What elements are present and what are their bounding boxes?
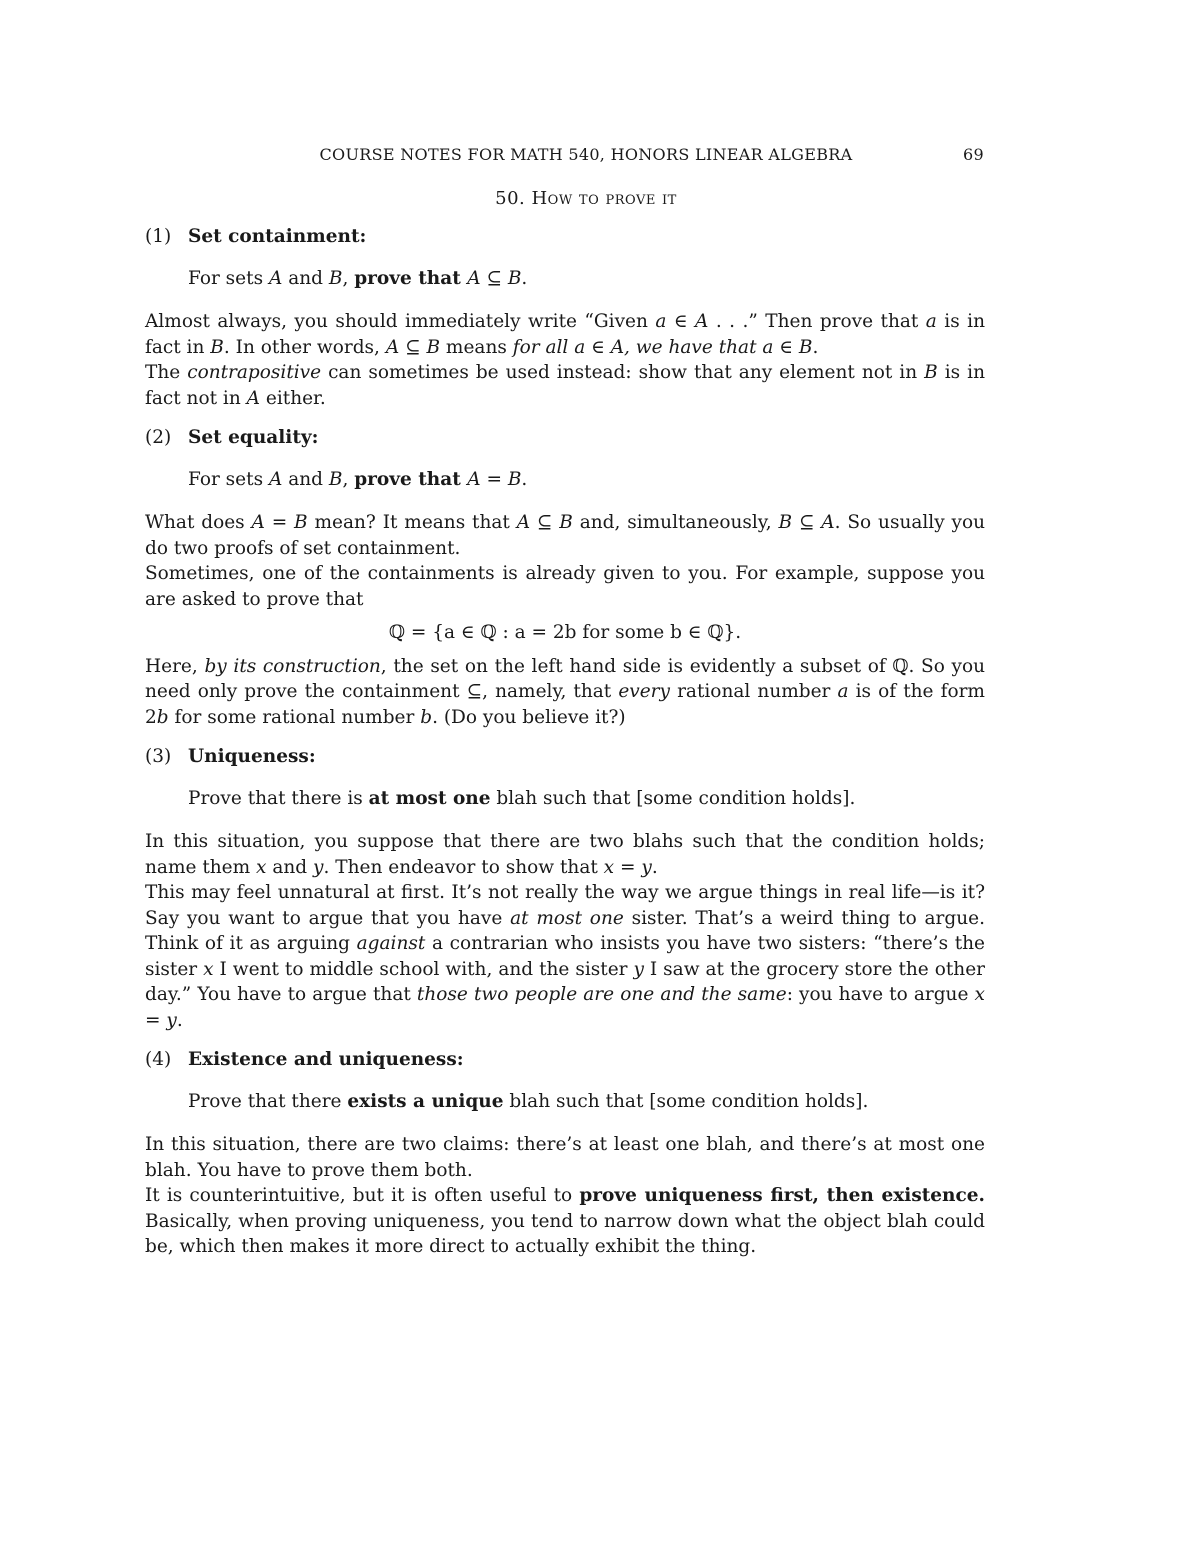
math: A xyxy=(268,468,283,490)
text: I saw at the grocery store the other day.” You have to argue that xyxy=(145,958,985,1005)
text: The xyxy=(145,362,188,383)
text: Almost always, you should immediately write “Given xyxy=(145,311,656,332)
text: blah such that [some condition holds]. xyxy=(503,1090,869,1112)
bold-text: exists a unique xyxy=(347,1090,504,1112)
text: mean? It means that xyxy=(307,512,517,533)
math: A xyxy=(246,387,261,409)
item-title: Set equality: xyxy=(188,427,319,448)
item-set-equality xyxy=(145,425,985,730)
item-uniqueness xyxy=(145,744,985,1033)
text: Basically, when proving uniqueness, you tend to narrow down what the object blah could be, which then makes it more direct to actually exhibit the thing. xyxy=(145,1210,985,1257)
math: a xyxy=(925,311,937,332)
text: What does xyxy=(145,512,252,533)
text: Prove that there xyxy=(188,1090,348,1112)
paragraph xyxy=(145,1183,985,1260)
item-statement xyxy=(188,786,985,812)
text: means xyxy=(440,336,513,358)
item-title: Set containment: xyxy=(188,226,367,247)
math: y xyxy=(313,856,324,878)
paragraph xyxy=(145,654,985,731)
running-header xyxy=(188,145,984,169)
emphasis: for all a ∈ A, we have that a ∈ B xyxy=(512,336,813,358)
text: . xyxy=(651,856,658,878)
header-title: COURSE NOTES FOR MATH 540, HONORS LINEAR ALGEBRA xyxy=(319,145,853,164)
math: x = y xyxy=(603,856,652,878)
math: b xyxy=(420,706,433,728)
emphasis: against xyxy=(356,933,426,954)
item-number: (3) xyxy=(145,746,172,767)
text: sister. That’s a weird thing to argue. Think of it as arguing xyxy=(145,907,985,954)
text: blah such that [some condition holds]. xyxy=(490,787,856,809)
bold-text: prove uniqueness first, then existence. xyxy=(579,1185,985,1206)
text: rational number xyxy=(669,681,838,702)
item-number: (1) xyxy=(145,226,172,247)
text: , the set on the left hand side is evidently a subset of ℚ. So you need only prove the containment ⊆, namely, that xyxy=(145,655,986,702)
text: and xyxy=(266,856,314,878)
paragraph xyxy=(145,510,985,561)
section-title: 50. How to prove it xyxy=(495,188,677,209)
emphasis: contrapositive xyxy=(187,362,322,383)
text: I went to middle school with, and the sister xyxy=(213,958,634,980)
bold-text: at most one xyxy=(368,787,491,809)
item-heading xyxy=(145,425,985,451)
text: For sets xyxy=(188,468,269,490)
paragraph: In this situation, there are two claims: there’s at least one blah, and there’s at most one blah. You have to prove them both. xyxy=(145,1134,985,1181)
item-title: Uniqueness: xyxy=(188,746,316,767)
text: . xyxy=(521,267,528,289)
text: Here, xyxy=(145,655,205,677)
paragraph: Sometimes, one of the containments is already given to you. For example, suppose you are asked to prove that xyxy=(145,563,985,610)
math: B xyxy=(210,336,224,358)
text: Prove that there is xyxy=(188,787,369,809)
paragraph xyxy=(145,880,985,1033)
emphasis: by its construction xyxy=(204,655,381,677)
math: x = y xyxy=(145,984,985,1031)
math: B xyxy=(328,267,343,289)
text: . . .” Then prove that xyxy=(708,311,926,332)
text: For sets xyxy=(188,267,269,289)
text: . In other words, xyxy=(223,336,386,358)
math: B xyxy=(924,362,938,383)
text: It is counterintuitive, but it is often useful to xyxy=(145,1185,580,1206)
display-equation: ℚ = {a ∈ ℚ : a = 2b for some b ∈ ℚ}. xyxy=(388,622,742,643)
item-heading xyxy=(145,744,985,770)
math: A ⊆ B xyxy=(385,336,441,358)
text: for some rational number xyxy=(168,706,421,728)
paragraph xyxy=(145,360,985,411)
text: and xyxy=(282,468,329,490)
item-number: (4) xyxy=(145,1049,172,1070)
bold-text: prove that xyxy=(354,267,468,289)
text: . So usually you do two proofs of set containment. xyxy=(145,512,986,559)
text: . xyxy=(812,336,819,358)
bold-text: prove that xyxy=(354,468,468,490)
paragraph xyxy=(145,829,985,880)
item-heading xyxy=(145,224,985,250)
text: , xyxy=(342,468,355,490)
math: y xyxy=(633,958,644,980)
text: This may feel unnatural at first. It’s not really the way we argue things in real life—is it? Say you want to argue that you have xyxy=(145,882,985,929)
math: a ∈ A xyxy=(655,311,709,332)
text: . xyxy=(521,468,528,490)
item-statement xyxy=(188,266,985,292)
math: b xyxy=(156,706,169,728)
math: A = B xyxy=(251,512,308,533)
item-set-containment xyxy=(145,224,985,411)
section-body xyxy=(145,224,985,1274)
page-number: 69 xyxy=(963,145,984,164)
item-title: Existence and uniqueness: xyxy=(188,1049,464,1070)
math: B xyxy=(328,468,343,490)
text: is in fact in xyxy=(145,311,985,358)
text: . Then endeavor to show that xyxy=(323,856,604,878)
math: B ⊆ A xyxy=(778,512,835,533)
text: and, simultaneously, xyxy=(572,512,779,533)
math: A xyxy=(268,267,283,289)
math: A = B xyxy=(467,468,522,490)
item-heading xyxy=(145,1047,985,1073)
item-statement xyxy=(188,1089,985,1115)
math: x xyxy=(203,958,214,980)
text: . (Do you believe it?) xyxy=(432,706,626,728)
math: x xyxy=(256,856,267,878)
math: A ⊆ B xyxy=(467,267,522,289)
item-number: (2) xyxy=(145,427,172,448)
text: is in fact not in xyxy=(145,362,985,409)
text: and xyxy=(282,267,329,289)
text: In this situation, you suppose that there are two blahs such that the condition holds; name them xyxy=(145,831,985,878)
text: either. xyxy=(260,387,326,409)
item-statement xyxy=(188,467,985,493)
emphasis: every xyxy=(618,681,670,702)
text: can sometimes be used instead: show that any element not in xyxy=(321,362,925,383)
text: is of the form 2 xyxy=(145,681,985,728)
math: A ⊆ B xyxy=(516,512,573,533)
text: . xyxy=(176,1009,183,1031)
emphasis: those two people are one and the same xyxy=(416,984,787,1005)
text: : you have to argue xyxy=(786,984,975,1005)
paragraph xyxy=(145,309,985,360)
emphasis: at most one xyxy=(510,907,624,929)
math: a xyxy=(837,681,849,702)
text: , xyxy=(342,267,355,289)
text: a contrarian who insists you have two sisters: “there’s the sister xyxy=(145,933,985,980)
item-existence-uniqueness xyxy=(145,1047,985,1260)
